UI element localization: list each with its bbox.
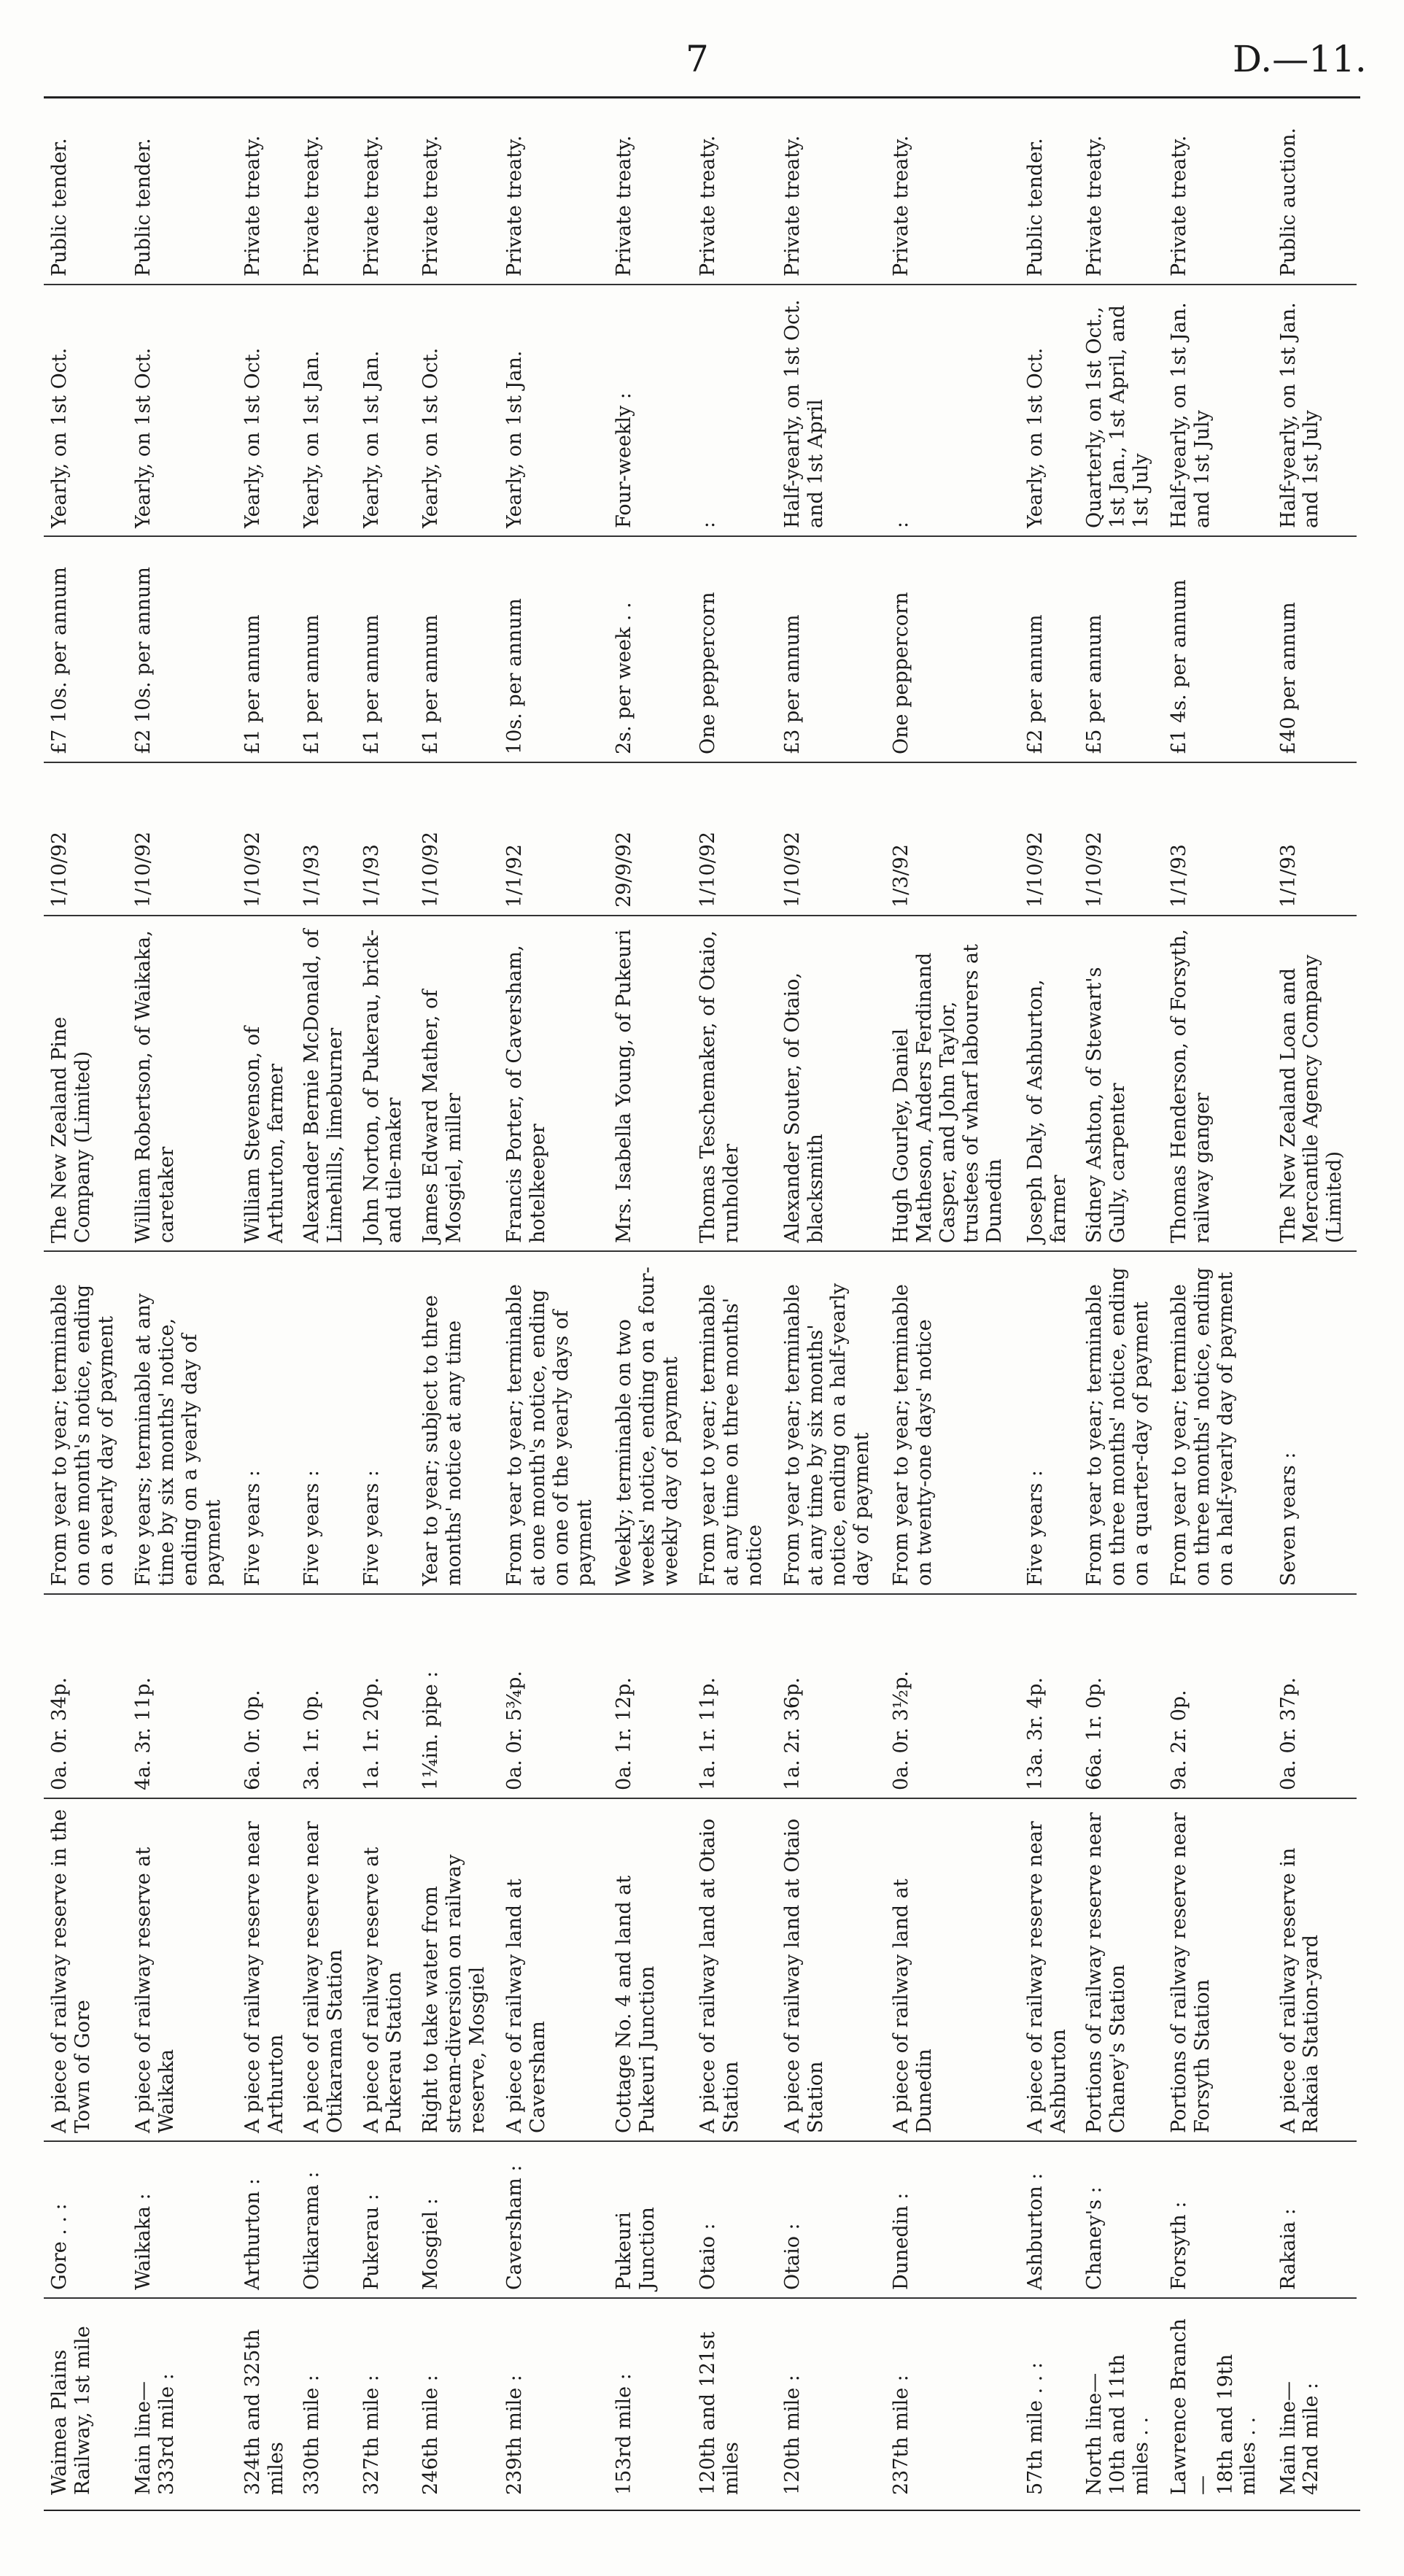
- cell-how-let: Private treaty.: [415, 66, 499, 285]
- cell-rent: One peppercorn: [885, 536, 1020, 762]
- cell-area: 3a. 1r. 0p.: [296, 1594, 355, 1798]
- cell-how-let: Private treaty.: [1079, 66, 1163, 285]
- cell-date: 1/1/93: [296, 762, 355, 916]
- cell-rent: One peppercorn: [692, 536, 776, 762]
- page-number: 7: [686, 38, 709, 80]
- table-row: [1079, 66, 1163, 2502]
- cell-line: 120th mile :: [780, 2375, 804, 2495]
- cell-lessee: James Edward Mather, of Mosgiel, miller: [415, 916, 499, 1251]
- table-row: [296, 66, 355, 2502]
- cell-area: 0a. 1r. 12p.: [608, 1594, 692, 1798]
- cell-station: Pukeuri Junction: [608, 2141, 692, 2298]
- cell-line: 237th mile :: [890, 2375, 913, 2495]
- cell-date: 1/10/92: [692, 762, 776, 916]
- cell-area: 1a. 2r. 36p.: [777, 1594, 886, 1798]
- cell-term: From year to year; terminable on three months' notice, ending on a half-yearly day of payment: [1163, 1251, 1273, 1594]
- cell-lessee: John Norton, of Pukerau, brick- and tile-maker: [356, 916, 415, 1251]
- cell-how-let: Private treaty.: [356, 66, 415, 285]
- cell-how-let: Private treaty.: [885, 66, 1020, 285]
- cell-payment: Half-yearly, on 1st Jan. and 1st July: [1163, 285, 1273, 536]
- cell-term: From year to year; terminable at any time on three months' notice: [692, 1251, 776, 1594]
- cell-rent: £3 per annum: [777, 536, 886, 762]
- cell-payment: Yearly, on 1st Oct.: [128, 285, 237, 536]
- cell-date: 1/10/92: [415, 762, 499, 916]
- cell-payment: Yearly, on 1st Oct.: [237, 285, 296, 536]
- cell-description: A piece of railway land at Caversham: [499, 1798, 608, 2141]
- cell-date: 1/3/92: [885, 762, 1020, 916]
- cell-term: Year to year; subject to three months' notice at any time: [415, 1251, 499, 1594]
- cell-lessee: Alexander Souter, of Otaio, blacksmith: [777, 916, 886, 1251]
- leases-table-rotated: [44, 102, 1357, 2502]
- cell-term: Five years :: [356, 1251, 415, 1594]
- cell-description: A piece of railway land at Otaio Station: [692, 1798, 776, 2141]
- cell-term: Five years :: [1020, 1251, 1079, 1594]
- cell-rent: 10s. per annum: [499, 536, 608, 762]
- table-row: [1273, 66, 1357, 2502]
- table-row: [692, 66, 776, 2502]
- cell-rent: £1 per annum: [296, 536, 355, 762]
- cell-line: Main line— 333rd mile :: [132, 2373, 179, 2495]
- cell-station: Mosgiel :: [415, 2141, 499, 2298]
- cell-description: A piece of railway reserve in Rakaia Station-yard: [1273, 1798, 1357, 2141]
- cell-description: A piece of railway reserve near Arthurton: [237, 1798, 296, 2141]
- cell-how-let: Private treaty.: [237, 66, 296, 285]
- cell-line: 330th mile :: [300, 2375, 324, 2495]
- cell-term: From year to year; terminable at one month's notice, ending on one of the yearly days of payment: [499, 1251, 608, 1594]
- cell-lessee: The New Zealand Loan and Mercantile Agency Company (Limited): [1273, 916, 1357, 1251]
- cell-payment: Yearly, on 1st Jan.: [296, 285, 355, 536]
- cell-rent: £5 per annum: [1079, 536, 1163, 762]
- cell-line: 324th and 325th miles: [241, 2329, 287, 2495]
- cell-payment: Yearly, on 1st Oct.: [415, 285, 499, 536]
- cell-date: 1/10/92: [777, 762, 886, 916]
- cell-station: Pukerau :: [356, 2141, 415, 2298]
- cell-how-let: Public tender.: [1020, 66, 1079, 285]
- table-row: [1020, 66, 1079, 2502]
- cell-line: 153rd mile :: [612, 2373, 635, 2495]
- cell-payment: Quarterly, on 1st Oct., 1st Jan., 1st April, and 1st July: [1079, 285, 1163, 536]
- cell-area: 1a. 1r. 11p.: [692, 1594, 776, 1798]
- cell-date: 1/10/92: [1079, 762, 1163, 916]
- table-row: [356, 66, 415, 2502]
- cell-station: Chaney's :: [1079, 2141, 1163, 2298]
- cell-rent: £7 10s. per annum: [44, 536, 128, 762]
- cell-description: Portions of railway reserve near Forsyth Station: [1163, 1798, 1273, 2141]
- cell-station: Gore . . :: [44, 2141, 128, 2298]
- bottom-rule: [44, 2510, 1360, 2511]
- cell-station: Caversham :: [499, 2141, 608, 2298]
- table-row: [499, 66, 608, 2502]
- cell-station: Otaio :: [692, 2141, 776, 2298]
- table-row: [885, 66, 1020, 2502]
- cell-area: 0a. 0r. 37p.: [1273, 1594, 1357, 1798]
- cell-term: Five years :: [296, 1251, 355, 1594]
- cell-station: Otikarama :: [296, 2141, 355, 2298]
- cell-rent: £1 per annum: [415, 536, 499, 762]
- cell-payment: Half-yearly, on 1st Jan. and 1st July: [1273, 285, 1357, 536]
- cell-rent: £1 4s. per annum: [1163, 536, 1273, 762]
- cell-description: A piece of railway land at Otaio Station: [777, 1798, 886, 2141]
- cell-description: A piece of railway reserve near Ashburton: [1020, 1798, 1079, 2141]
- cell-area: 0a. 0r. 34p.: [44, 1594, 128, 1798]
- table-row: [777, 66, 886, 2502]
- table-row: [608, 66, 692, 2502]
- cell-term: Weekly; terminable on two weeks' notice, ending on a four-weekly day of payment: [608, 1251, 692, 1594]
- cell-rent: 2s. per week . .: [608, 536, 692, 762]
- cell-term: From year to year; terminable on one month's notice, ending on a yearly day of payment: [44, 1251, 128, 1594]
- cell-station: Dunedin :: [885, 2141, 1020, 2298]
- cell-payment: Yearly, on 1st Oct.: [1020, 285, 1079, 536]
- cell-lessee: Mrs. Isabella Young, of Pukeuri: [608, 916, 692, 1251]
- leases-table: [44, 66, 1357, 2502]
- cell-description: A piece of railway reserve at Waikaka: [128, 1798, 237, 2141]
- cell-description: A piece of railway reserve near Otikarama Station: [296, 1798, 355, 2141]
- cell-rent: £2 per annum: [1020, 536, 1079, 762]
- cell-lessee: William Robertson, of Waikaka, caretaker: [128, 916, 237, 1251]
- cell-lessee: Francis Porter, of Caversham, hotelkeeper: [499, 916, 608, 1251]
- cell-area: 4a. 3r. 11p.: [128, 1594, 237, 1798]
- cell-lessee: Hugh Gourley, Daniel Matheson, Anders Ferdinand Casper, and John Taylor, trustees of wharf labourers at Dunedin: [885, 916, 1020, 1251]
- cell-description: Right to take water from stream-diversion on railway reserve, Mosgiel: [415, 1798, 499, 2141]
- cell-line: 239th mile :: [503, 2375, 527, 2495]
- cell-line: Main line— 42nd mile :: [1276, 2381, 1323, 2495]
- cell-payment: :: [885, 285, 1020, 536]
- cell-how-let: Public auction.: [1273, 66, 1357, 285]
- cell-term: From year to year; terminable on three months' notice, ending on a quarter-day of payment: [1079, 1251, 1163, 1594]
- cell-payment: Four-weekly :: [608, 285, 692, 536]
- cell-date: 1/1/93: [1163, 762, 1273, 916]
- cell-lessee: The New Zealand Pine Company (Limited): [44, 916, 128, 1251]
- cell-area: 1a. 1r. 20p.: [356, 1594, 415, 1798]
- cell-rent: £1 per annum: [356, 536, 415, 762]
- cell-area: 1¼in. pipe :: [415, 1594, 499, 1798]
- cell-term: Five years :: [237, 1251, 296, 1594]
- cell-lessee: Thomas Teschemaker, of Otaio, runholder: [692, 916, 776, 1251]
- cell-date: 1/10/92: [44, 762, 128, 916]
- cell-station: Arthurton :: [237, 2141, 296, 2298]
- cell-date: 1/10/92: [128, 762, 237, 916]
- cell-date: 1/1/93: [1273, 762, 1357, 916]
- cell-date: 1/10/92: [237, 762, 296, 916]
- cell-description: Cottage No. 4 and land at Pukeuri Junction: [608, 1798, 692, 2141]
- cell-how-let: Public tender.: [44, 66, 128, 285]
- cell-area: 6a. 0r. 0p.: [237, 1594, 296, 1798]
- cell-station: Ashburton :: [1020, 2141, 1079, 2298]
- cell-payment: :: [692, 285, 776, 536]
- cell-term: Seven years :: [1273, 1251, 1357, 1594]
- cell-how-let: Private treaty.: [499, 66, 608, 285]
- cell-lessee: William Stevenson, of Arthurton, farmer: [237, 916, 296, 1251]
- cell-area: 0a. 0r. 5¾p.: [499, 1594, 608, 1798]
- cell-term: From year to year; terminable on twenty-one days' notice: [885, 1251, 1020, 1594]
- table-row: [1163, 66, 1273, 2502]
- cell-line: Waimea Plains Railway, 1st mile: [48, 2326, 94, 2495]
- cell-date: 1/1/92: [499, 762, 608, 916]
- cell-station: Rakaia :: [1273, 2141, 1357, 2298]
- document-reference: D.—11.: [1233, 38, 1367, 80]
- cell-line: Lawrence Branch— 18th and 19th miles . .: [1167, 2318, 1260, 2495]
- cell-area: 9a. 2r. 0p.: [1163, 1594, 1273, 1798]
- cell-line: North line— 10th and 11th miles . .: [1083, 2353, 1153, 2495]
- cell-station: Forsyth :: [1163, 2141, 1273, 2298]
- cell-how-let: Public tender.: [128, 66, 237, 285]
- cell-line: 327th mile :: [360, 2375, 383, 2495]
- cell-term: From year to year; terminable at any time by six months' notice, ending on a half-yearly day of payment: [777, 1251, 886, 1594]
- cell-payment: Yearly, on 1st Jan.: [356, 285, 415, 536]
- cell-station: Waikaka :: [128, 2141, 237, 2298]
- cell-lessee: Sidney Ashton, of Stewart's Gully, carpenter: [1079, 916, 1163, 1251]
- cell-rent: £1 per annum: [237, 536, 296, 762]
- cell-term: Five years; terminable at any time by six months' notice, ending on a yearly day of payment: [128, 1251, 237, 1594]
- cell-lessee: Alexander Bernie McDonald, of Limehills, limeburner: [296, 916, 355, 1251]
- cell-date: 1/10/92: [1020, 762, 1079, 916]
- cell-line: 246th mile :: [419, 2375, 442, 2495]
- cell-lessee: Thomas Henderson, of Forsyth, railway ganger: [1163, 916, 1273, 1251]
- cell-date: 1/1/93: [356, 762, 415, 916]
- cell-rent: £2 10s. per annum: [128, 536, 237, 762]
- cell-description: Portions of railway reserve near Chaney's Station: [1079, 1798, 1163, 2141]
- cell-date: 29/9/92: [608, 762, 692, 916]
- cell-how-let: Private treaty.: [692, 66, 776, 285]
- cell-description: A piece of railway reserve in the Town of Gore: [44, 1798, 128, 2141]
- cell-how-let: Private treaty.: [777, 66, 886, 285]
- cell-line: 120th and 121st miles: [697, 2332, 743, 2495]
- cell-payment: Yearly, on 1st Jan.: [499, 285, 608, 536]
- table-row: [237, 66, 296, 2502]
- cell-how-let: Private treaty.: [1163, 66, 1273, 285]
- cell-description: A piece of railway land at Dunedin: [885, 1798, 1020, 2141]
- cell-line: 57th mile . . :: [1024, 2362, 1047, 2495]
- cell-rent: £40 per annum: [1273, 536, 1357, 762]
- table-body: [44, 66, 1357, 2502]
- cell-description: A piece of railway reserve at Pukerau Station: [356, 1798, 415, 2141]
- cell-how-let: Private treaty.: [296, 66, 355, 285]
- cell-area: 66a. 1r. 0p.: [1079, 1594, 1163, 1798]
- cell-area: 13a. 3r. 4p.: [1020, 1594, 1079, 1798]
- cell-payment: Half-yearly, on 1st Oct. and 1st April: [777, 285, 886, 536]
- table-row: [44, 66, 128, 2502]
- cell-area: 0a. 0r. 3½p.: [885, 1594, 1020, 1798]
- table-row: [415, 66, 499, 2502]
- table-row: [128, 66, 237, 2502]
- cell-lessee: Joseph Daly, of Ashburton, farmer: [1020, 916, 1079, 1251]
- cell-how-let: Private treaty.: [608, 66, 692, 285]
- cell-station: Otaio :: [777, 2141, 886, 2298]
- cell-payment: Yearly, on 1st Oct.: [44, 285, 128, 536]
